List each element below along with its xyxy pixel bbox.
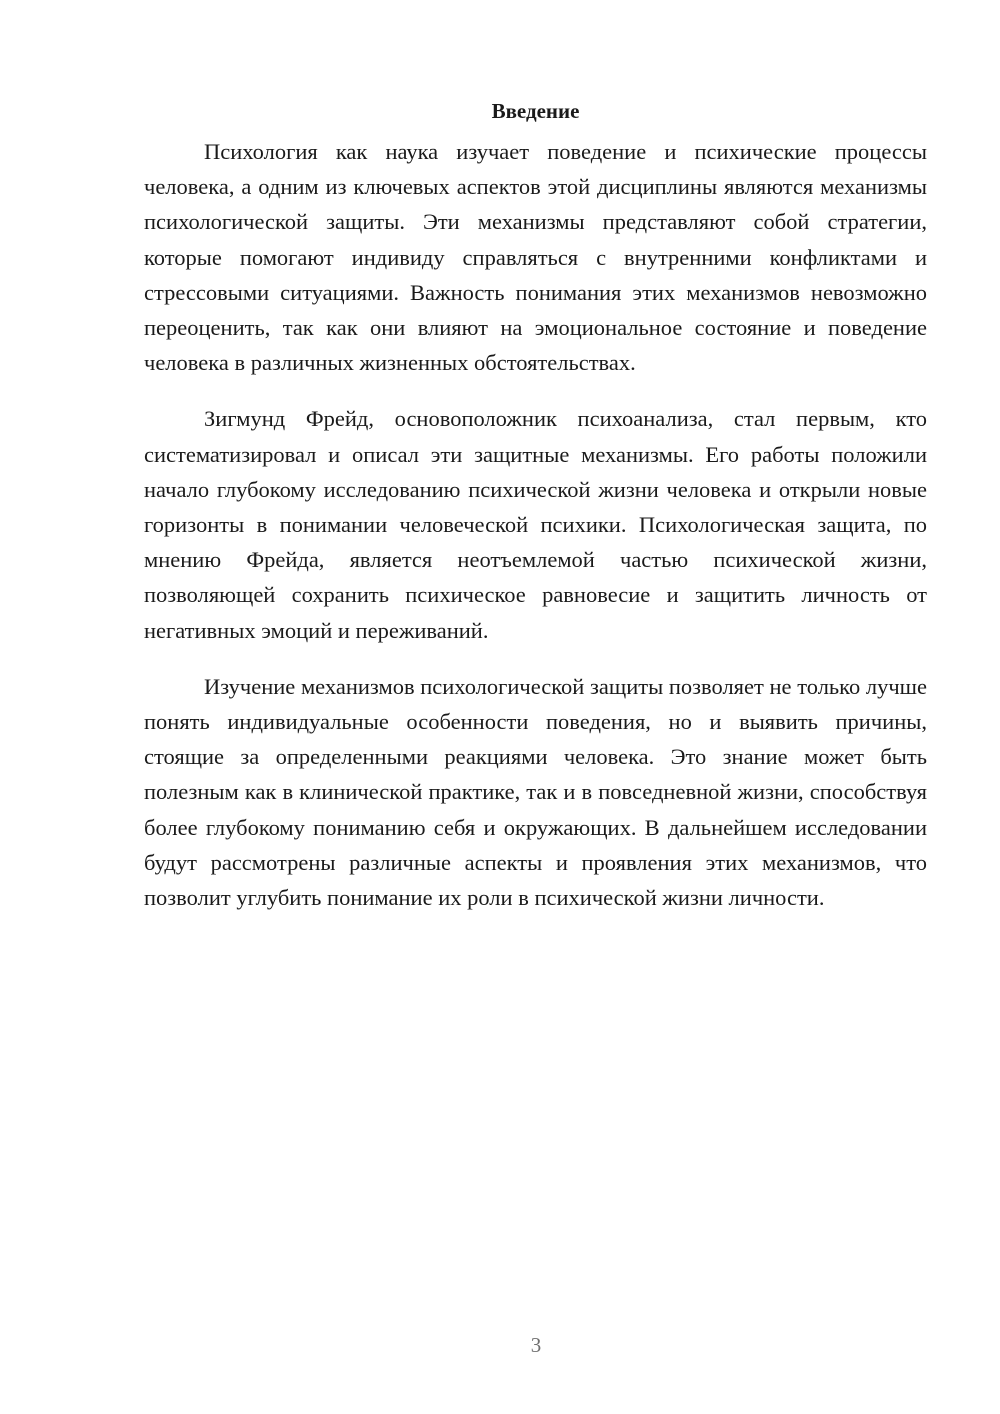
paragraph-1: Психология как наука изучает поведение и психические процессы человека, а одним из ключевых аспектов этой дисциплины являются механизмы психологической защиты. Эти механизмы представляют собой стратегии, которые помогают индивиду справляться с внутренними конфликтами и стрессовыми ситуациями. Важность понимания этих механизмов невозможно переоценить, так как они влияют на эмоциональное состояние и поведение человека в различных жизненных обстоятельствах. [144,139,927,376]
paragraph-2: Зигмунд Фрейд, основоположник психоанализа, стал первым, кто систематизировал и описал эти защитные механизмы. Его работы положили начало глубокому исследованию психической жизни человека и открыли новые горизонты в понимании человеческой психики. Психологическая защита, по мнению Фрейда, является неотъемлемой частью психической жизни, позволяющей сохранить психическое равновесие и защитить личность от негативных эмоций и переживаний. [144,406,927,643]
page-content [144,96,927,915]
section-title: Введение [491,99,580,123]
page-number: 3 [530,1333,542,1357]
paragraph-3: Изучение механизмов психологической защиты позволяет не только лучше понять индивидуальные особенности поведения, но и выявить причины, стоящие за определенными реакциями человека. Это знание может быть полезным как в клинической практике, так и в повседневной жизни, способствуя более глубокому пониманию себя и окружающих. В дальнейшем исследовании будут рассмотрены различные аспекты и проявления этих механизмов, что позволит углубить понимание их роли в психической жизни личности. [144,673,927,911]
